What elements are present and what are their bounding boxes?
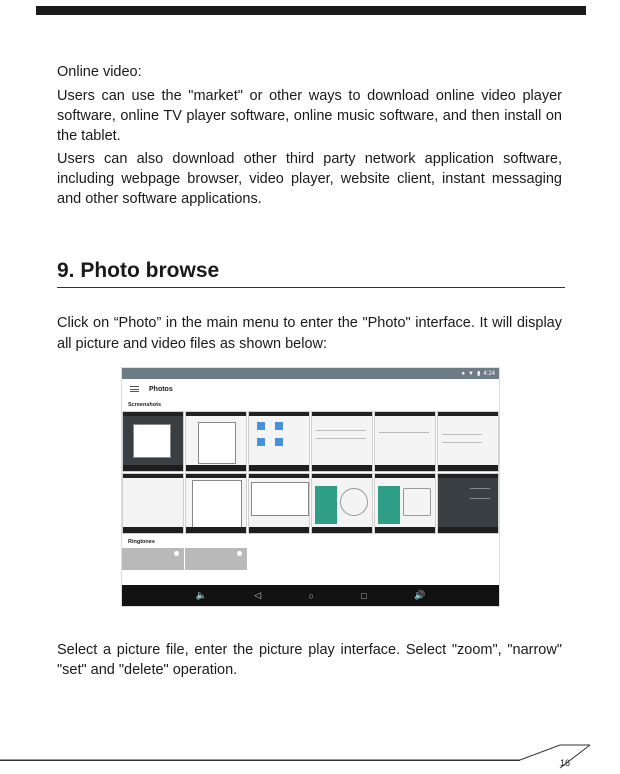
ringtone-thumbnail[interactable]: [122, 548, 184, 570]
status-bar: [122, 368, 499, 379]
paragraph-photo: Click on “Photo” in the main menu to enter the "Photo" interface. It will display all picture and video files as shown below:: [57, 315, 562, 352]
screenshots-label: Screenshots: [128, 402, 162, 408]
app-title: Photos: [149, 385, 173, 393]
photos-screenshot: [121, 367, 500, 607]
section-title: 9. Photo browse: [57, 259, 220, 282]
thumbnail[interactable]: [122, 473, 184, 534]
thumbnail[interactable]: [311, 473, 373, 534]
wifi-icon: ▼: [468, 370, 474, 377]
home-icon[interactable]: ○: [308, 590, 314, 601]
thumbnail[interactable]: [437, 473, 499, 534]
menu-icon[interactable]: [130, 386, 139, 392]
online-video-heading: Online video:: [57, 64, 142, 80]
volume-up-icon[interactable]: 🔊: [414, 590, 426, 600]
navigation-bar: [122, 585, 499, 606]
page-number: 16: [560, 758, 571, 768]
ringtones-row: [122, 548, 499, 570]
notification-icon: ●: [461, 370, 466, 377]
thumbnail[interactable]: [311, 411, 373, 472]
ringtones-label: Ringtones: [128, 539, 155, 545]
paragraph-download: Users can use the "market" or other ways to download online video player software, online TV player software, online music software, and then install on the tablet.: [57, 88, 562, 144]
thumbnail[interactable]: [437, 411, 499, 472]
paragraph-select: Select a picture file, enter the picture play interface. Select "zoom", "narrow" "set" and "delete" operation.: [57, 642, 562, 678]
back-icon[interactable]: ◁: [254, 590, 262, 600]
footer-decoration: [0, 740, 620, 770]
play-icon: [174, 551, 179, 556]
ringtone-thumbnail[interactable]: [185, 548, 247, 570]
thumbnail[interactable]: [248, 473, 310, 534]
status-time: 4:24: [483, 370, 495, 377]
thumbnail[interactable]: [248, 411, 310, 472]
thumbnail[interactable]: [374, 411, 436, 472]
volume-down-icon[interactable]: 🔈: [195, 590, 207, 600]
thumbnail[interactable]: [122, 411, 184, 472]
recent-icon[interactable]: □: [361, 590, 367, 601]
play-icon: [237, 551, 242, 556]
thumbnail[interactable]: [185, 411, 247, 472]
battery-icon: ▮: [477, 371, 481, 377]
section-rule: [57, 287, 565, 288]
paragraph-third-party: Users can also download other third party network application software, including webpage browser, video player, website client, instant messaging and other software applications.: [57, 151, 562, 207]
thumbnail[interactable]: [374, 473, 436, 534]
thumbnail[interactable]: [185, 473, 247, 534]
header-bar: [36, 6, 586, 15]
app-bar: [122, 379, 499, 399]
screenshots-grid: [122, 411, 499, 534]
